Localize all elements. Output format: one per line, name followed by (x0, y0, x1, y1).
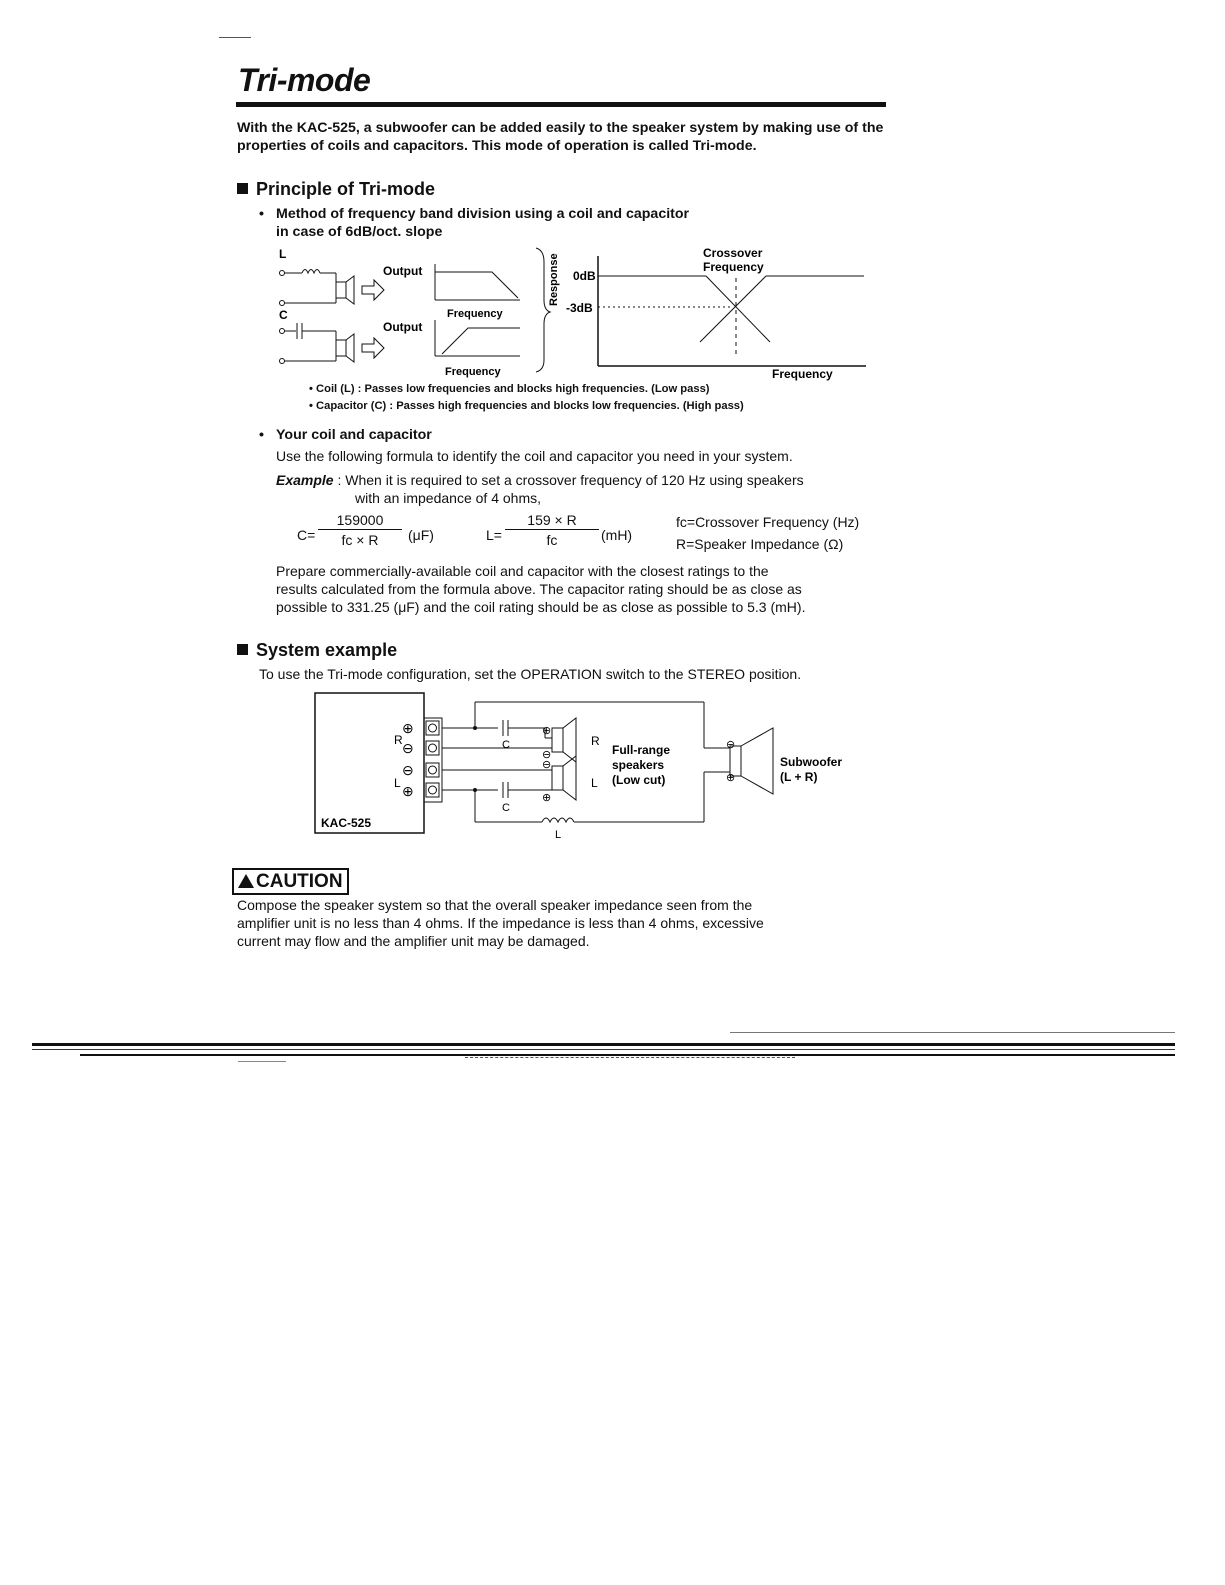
scan-rule (32, 1049, 1175, 1050)
coil-l-label: L (555, 829, 562, 841)
formula-c-denominator: fc × R (341, 532, 379, 548)
example-line (276, 471, 804, 489)
freq-axis-label: Frequency (772, 367, 833, 381)
db3-label: -3dB (566, 301, 593, 315)
formula-c-numerator: 159000 (318, 512, 402, 530)
intro-paragraph: With the KAC-525, a subwoofer can be added easily to the speaker system by making use of the properties of coils and capacitors. This mode of operation is called Tri-mode. (237, 120, 884, 154)
principle-heading (237, 179, 435, 200)
minus-icon: ⊖ (542, 759, 552, 771)
legend-r: R=Speaker Impedance (Ω) (676, 536, 844, 552)
prepare-line2: results calculated from the formula above. The capacitor rating should be as close as (276, 581, 802, 597)
sub-label-2: (L + R) (780, 770, 818, 784)
scan-rule (730, 1032, 1175, 1033)
crossover-label-1: Crossover (703, 246, 763, 260)
minus-icon: ⊖ (402, 740, 414, 756)
crossover-label-2: Frequency (703, 260, 764, 274)
method-line1: Method of frequency band division using a coil and capacitor (276, 206, 690, 222)
amp-label: KAC-525 (321, 816, 372, 830)
cap-label: C (279, 308, 288, 322)
plus-icon: ⊕ (402, 720, 414, 736)
output-label-2: Output (383, 320, 423, 334)
use-formula-text: Use the following formula to identify the coil and capacitor you need in your system. (276, 448, 793, 464)
square-bullet-icon (237, 644, 248, 655)
cap-c-label: C (502, 739, 510, 751)
term-l-label: L (394, 776, 401, 790)
your-coil-heading: Your coil and capacitor (276, 427, 432, 443)
output-label-1: Output (383, 264, 423, 278)
system-heading (237, 640, 397, 661)
scan-rule (80, 1054, 1175, 1056)
principle-heading-text: Principle of Tri-mode (256, 179, 436, 199)
example-text: : When it is required to set a crossover frequency of 120 Hz using speakers (337, 472, 804, 488)
formula-c-fraction (318, 512, 402, 548)
formula-l-numerator: 159 × R (505, 512, 599, 530)
freq-label-1: Frequency (447, 308, 503, 320)
term-r-label: R (394, 733, 403, 747)
spk-l-label: L (591, 776, 598, 790)
example-label: Example (276, 472, 334, 488)
prepare-line1: Prepare commercially-available coil and capacitor with the closest ratings to the (276, 563, 769, 579)
full-range-label-2: speakers (612, 758, 665, 772)
legend-fc: fc=Crossover Frequency (Hz) (676, 514, 860, 530)
full-range-label-3: (Low cut) (612, 773, 666, 787)
bullet-method: • (259, 206, 264, 222)
plus-icon: ⊕ (726, 772, 736, 784)
example-text-2: with an impedance of 4 ohms, (355, 490, 541, 506)
prepare-line3: possible to 331.25 (μF) and the coil rating should be as close as possible to 5.3 (mH). (276, 599, 806, 615)
note-capacitor: • Capacitor (C) : Passes high frequencies and blocks low frequencies. (High pass) (309, 400, 744, 412)
plus-icon: ⊕ (402, 783, 414, 799)
sub-label-1: Subwoofer (780, 755, 842, 769)
frequency-division-diagram (270, 242, 880, 384)
caution-line2: amplifier unit is no less than 4 ohms. If the impedance is less than 4 ohms, excessive (237, 915, 764, 931)
title-rule (236, 102, 886, 107)
minus-icon: ⊖ (402, 762, 414, 778)
minus-icon: ⊖ (726, 739, 736, 751)
system-heading-text: System example (256, 640, 398, 660)
plus-icon: ⊕ (542, 725, 552, 737)
warning-icon (238, 874, 254, 888)
square-bullet-icon (237, 183, 248, 194)
caution-line3: current may flow and the amplifier unit may be damaged. (237, 933, 590, 949)
method-line2: in case of 6dB/oct. slope (276, 224, 443, 240)
note-coil: • Coil (L) : Passes low frequencies and blocks high frequencies. (Low pass) (309, 383, 710, 395)
formula-c-unit: (μF) (408, 527, 434, 543)
caution-label-box (232, 868, 349, 895)
response-label: Response (548, 253, 560, 306)
corner-mark (219, 37, 251, 38)
bullet-your-coil: • (259, 427, 264, 443)
scan-dash (465, 1057, 795, 1058)
formula-l-denominator: fc (546, 532, 558, 548)
full-range-label-1: Full-range (612, 743, 671, 757)
formula-l-unit: (mH) (601, 527, 633, 543)
formula-l-fraction (505, 512, 599, 548)
freq-label-2: Frequency (445, 366, 501, 378)
scan-dash (238, 1061, 286, 1062)
formula-l-prefix: L= (486, 527, 502, 543)
cap-c-label: C (502, 802, 510, 814)
spk-r-label: R (591, 734, 600, 748)
plus-icon: ⊕ (542, 792, 552, 804)
caution-label: CAUTION (256, 871, 343, 892)
caution-line1: Compose the speaker system so that the overall speaker impedance seen from the (237, 897, 753, 913)
minus-icon: ⊖ (542, 749, 552, 761)
coil-label: L (279, 247, 287, 261)
system-wiring-diagram (310, 690, 870, 845)
system-text: To use the Tri-mode configuration, set the OPERATION switch to the STEREO position. (259, 666, 802, 682)
formula-c-prefix: C= (297, 527, 316, 543)
db0-label: 0dB (573, 269, 596, 283)
page-title: Tri-mode (238, 62, 371, 98)
scan-rule (32, 1043, 1175, 1046)
